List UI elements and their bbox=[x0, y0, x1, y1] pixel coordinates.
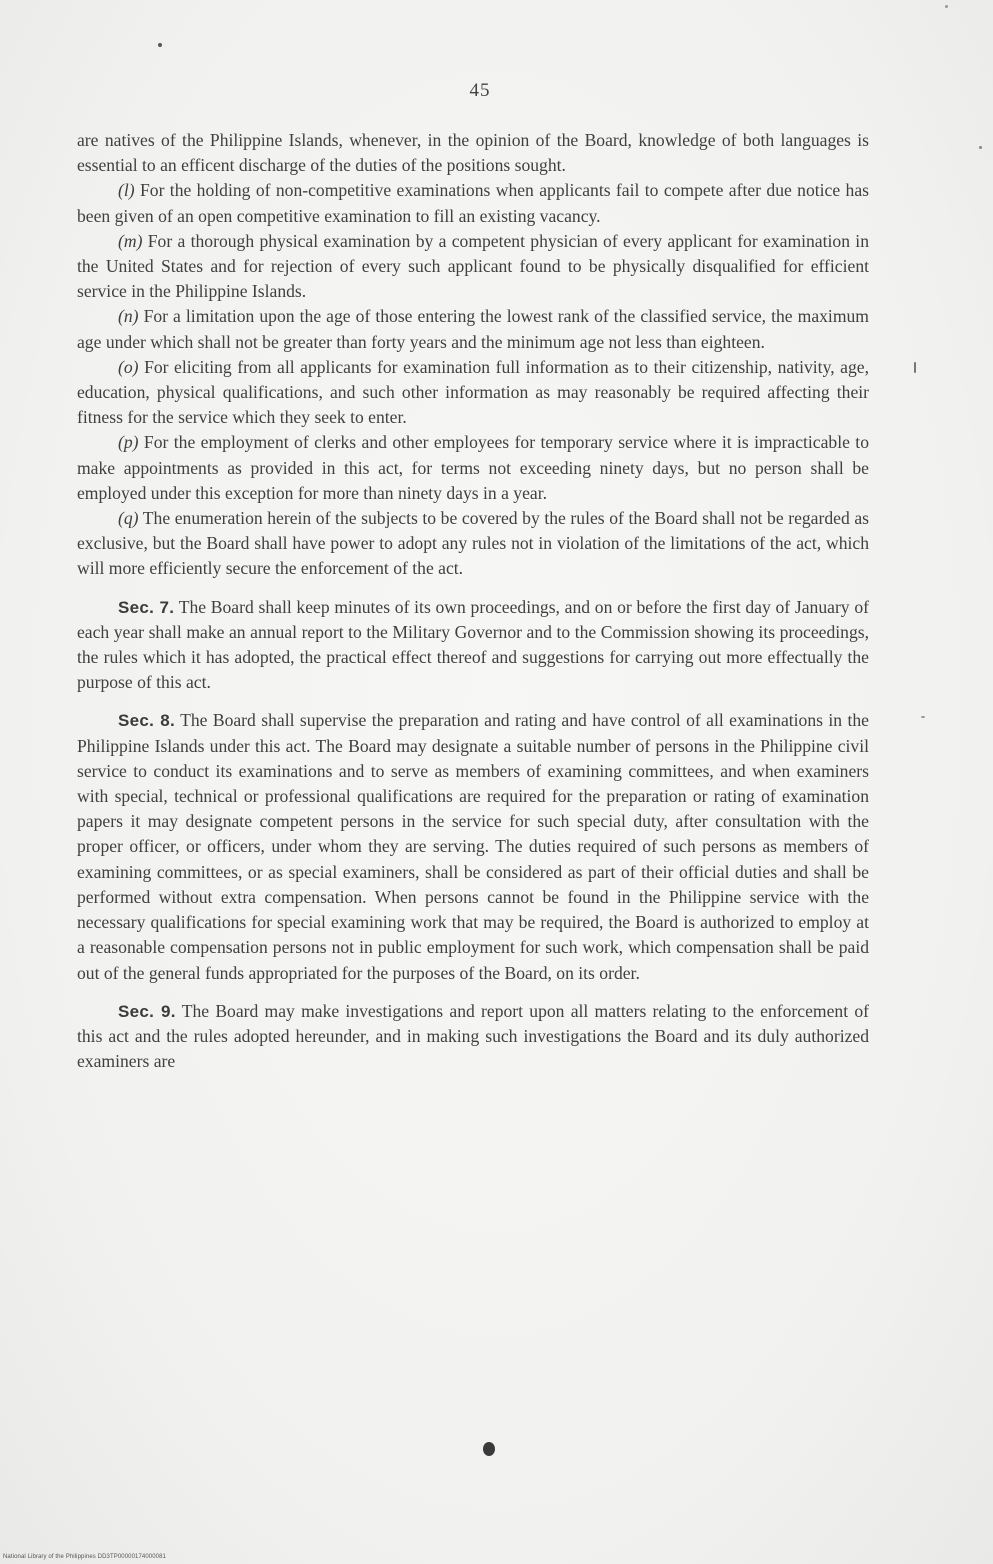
clause-text: For a thorough physical examination by a competent physician of every applicant for examination in the United States and for rejection of every such applicant found to be physically disqualified for efficient service in the Philippine Islands. bbox=[77, 230, 869, 302]
clause-p bbox=[77, 430, 869, 506]
clause-text: For eliciting from all applicants for examination full information as to their citizenship, nativity, age, education, physical qualifications, and such other information as may reasonably be required affecting their fitness for the service which they seek to enter. bbox=[77, 356, 869, 428]
paragraph-text: are natives of the Philippine Islands, whenever, in the opinion of the Board, knowledge of both languages is essential to an efficent discharge of the duties of the positions sought. bbox=[77, 130, 869, 176]
clause-q bbox=[77, 506, 869, 582]
speck-mark bbox=[158, 43, 162, 47]
speck-mark bbox=[921, 716, 925, 718]
clause-letter: (n) bbox=[118, 306, 139, 327]
section-8 bbox=[77, 708, 869, 985]
section-label: Sec. 9. bbox=[118, 1001, 176, 1021]
clause-letter: (p) bbox=[118, 432, 139, 453]
clause-l bbox=[77, 178, 869, 228]
section-9 bbox=[77, 999, 869, 1075]
clause-o bbox=[77, 355, 869, 431]
ink-blot-mark bbox=[483, 1442, 495, 1456]
clause-n bbox=[77, 304, 869, 354]
clause-text: For the holding of non-competitive examinations when applicants fail to compete after due notice has been given of an open competitive examination to fill an existing vacancy. bbox=[77, 180, 869, 226]
clause-text: The enumeration herein of the subjects to be covered by the rules of the Board shall not be regarded as exclusive, but the Board shall have power to adopt any rules not in violation of the limitations of the act, which will more efficiently secure the enforcement of the act. bbox=[77, 508, 869, 579]
section-label: Sec. 7. bbox=[118, 597, 175, 617]
clause-letter: (m) bbox=[118, 230, 143, 251]
clause-letter: (q) bbox=[118, 508, 139, 529]
page-number: 45 bbox=[469, 80, 491, 101]
clause-letter: (o) bbox=[118, 356, 139, 377]
document-body bbox=[77, 128, 869, 1074]
clause-text: For a limitation upon the age of those entering the lowest rank of the classified service, the maximum age under which shall not be greater than forty years and the minimum age not less than eighteen. bbox=[77, 306, 869, 352]
section-7 bbox=[77, 595, 869, 696]
clause-letter: (l) bbox=[118, 180, 135, 201]
speck-mark bbox=[979, 146, 982, 149]
footer-credit: National Library of the Philippines DD3TP00000174000081 bbox=[3, 1554, 166, 1560]
section-text: The Board may make investigations and report upon all matters relating to the enforcement of this act and the rules adopted hereunder, and in making such investigations the Board and its duly authorized examiners are bbox=[77, 1000, 869, 1072]
clause-text: For the employment of clerks and other employees for temporary service where it is impracticable to make appointments as provided in this act, for terms not exceeding ninety days, but no person shall be employed under this exception for more than ninety days in a year. bbox=[77, 432, 869, 503]
speck-mark bbox=[945, 5, 948, 8]
section-text: The Board shall keep minutes of its own proceedings, and on or before the first day of January of each year shall make an annual report to the Military Governor and to the Commission showing its proceedings, the rules which it has adopted, the practical effect thereof and suggestions for carrying out more effectually the purpose of this act. bbox=[77, 596, 869, 693]
speck-mark bbox=[914, 362, 916, 373]
section-text: The Board shall supervise the preparation and rating and have control of all examinations in the Philippine Islands under this act. The Board may designate a suitable number of persons in the Philippine civil service to conduct its examinations and to serve as members of examining committees, and when examiners with special, technical or professional qualifications are required for the preparation or rating of examination papers it may designate competent persons in the service for such special duty, after consultation with the proper officer, or officers, under whom they are serving. The duties required of such persons as members of examining committees, or as special examiners, shall be considered as part of their official duties and shall be performed without extra compensation. When persons cannot be found in the Philippine service with the necessary qualifications for special examining work that may be required, the Board is authorized to employ at a reasonable compensation persons not in public employment for such work, which compensation shall be paid out of the general funds appropriated for the purposes of the Board, on its order. bbox=[77, 710, 869, 983]
section-label: Sec. 8. bbox=[118, 711, 175, 731]
paragraph-continuation bbox=[77, 128, 869, 178]
clause-m bbox=[77, 229, 869, 305]
